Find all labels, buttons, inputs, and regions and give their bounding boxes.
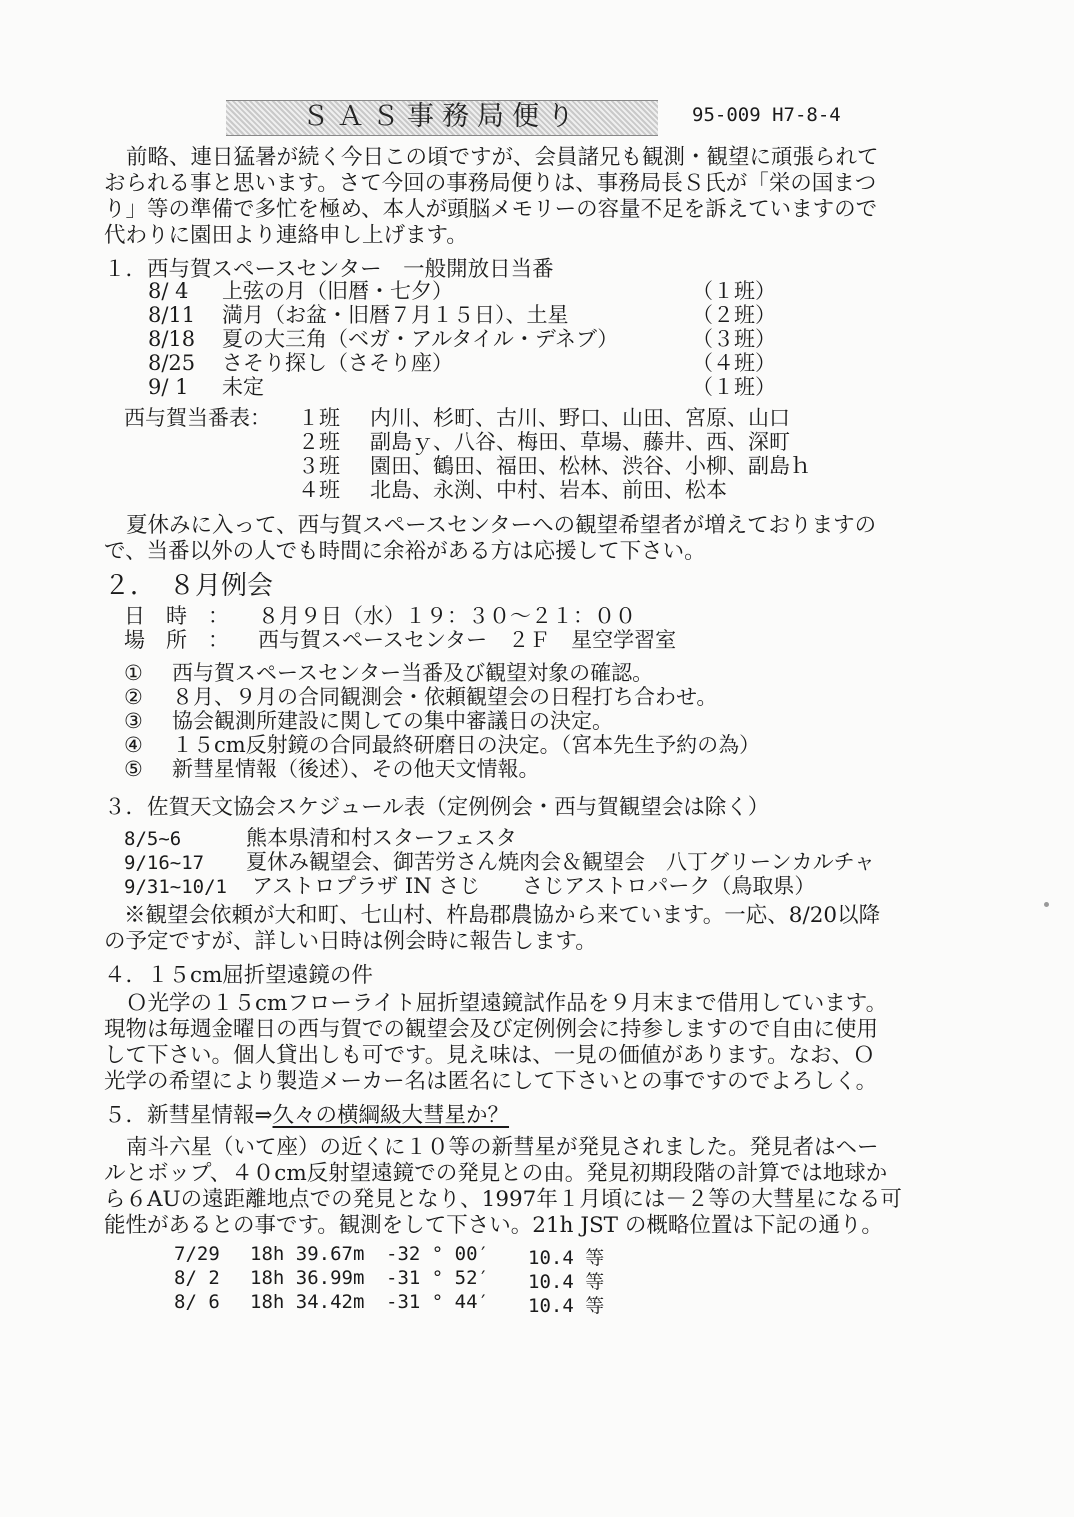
page-title: ＳＡＳ事務局便り [302, 101, 582, 132]
schedule-event: 満月（お盆・旧暦７月１５日）、土星 [222, 303, 569, 327]
event-text: アストロプラザ IN さじ さじアストロパーク（鳥取県） [252, 874, 816, 898]
ephemeris-date: 8/ 6 [174, 1291, 220, 1313]
section5-body: ら６AUの遠距離地点での発見となり、1997年１月頃には－２等の大彗星になる可 [104, 1187, 902, 1212]
document-number: 95-009 H7-8-4 [692, 104, 841, 126]
meeting-place-label: 場 所 ： [124, 628, 229, 652]
agenda-number: ③ [124, 709, 143, 733]
schedule-date: 8/ 4 [148, 279, 189, 303]
agenda-number: ⑤ [124, 757, 143, 781]
schedule-group: （１班） [692, 279, 776, 303]
section1-note: で、当番以外の人でも時間に余裕がある方は応援して下さい。 [104, 539, 706, 564]
section5-body: ルとボップ、４０cm反射望遠鏡での発見との由。発見初期段階の計算では地球か [104, 1161, 888, 1186]
paper-speck [1044, 902, 1049, 907]
section3-note: ※観望会依頼が大和町、七山村、杵島郡農協から来ています。一応、8/20以降 [124, 903, 881, 928]
section-heading: ２． ８月例会 [104, 571, 274, 601]
schedule-group: （２班） [692, 303, 776, 327]
section-heading: １．西与賀スペースセンター 一般開放日当番 [104, 257, 554, 282]
event-date: 9/31~10/1 [124, 876, 227, 898]
roster-group: ３班 [298, 454, 340, 478]
schedule-event: 未定 [222, 375, 264, 399]
schedule-date: 8/25 [148, 351, 196, 375]
section5-heading-emphasis: 久々の横綱級大彗星か？ [272, 1103, 510, 1128]
meeting-datetime: ８月９日（水）１９：３０～２１：００ [258, 604, 636, 628]
schedule-date: 8/11 [148, 303, 196, 327]
agenda-item: 協会観測所建設に関しての集中審議日の決定。 [172, 709, 613, 733]
roster-group: ４班 [298, 478, 340, 502]
ephemeris-dec: -31 ° 44′ [386, 1291, 489, 1313]
roster-members: 副島ｙ、八谷、梅田、草場、藤井、西、深町 [370, 430, 790, 454]
section-heading [104, 1102, 509, 1129]
section5-body: 南斗六星（いて座）の近くに１０等の新彗星が発見されました。発見者はヘー [126, 1135, 879, 1160]
agenda-item: 西与賀スペースセンター当番及び観望対象の確認。 [172, 661, 654, 685]
section3-note: の予定ですが、詳しい日時は例会時に報告します。 [104, 929, 597, 954]
intro-line: 代わりに園田より連絡申し上げます。 [104, 223, 468, 248]
event-date: 9/16~17 [124, 852, 205, 874]
ephemeris-mag: 10.4 等 [528, 1247, 605, 1269]
agenda-number: ② [124, 685, 143, 709]
ephemeris-dec: -31 ° 52′ [386, 1267, 489, 1289]
section5-body: 能性があるとの事です。観測をして下さい。21h JST の概略位置は下記の通り。 [104, 1213, 883, 1238]
section4-body: して下さい。個人貸出しも可です。見え味は、一見の価値があります。なお、Ｏ [104, 1043, 875, 1068]
roster-label: 西与賀当番表： [124, 406, 271, 430]
agenda-number: ① [124, 661, 143, 685]
agenda-item: １５cm反射鏡の合同最終研磨日の決定。（宮本先生予約の為） [172, 733, 761, 757]
section-heading: ４．１５cm屈折望遠鏡の件 [104, 963, 373, 988]
meeting-place: 西与賀スペースセンター ２Ｆ 星空学習室 [258, 628, 677, 652]
section4-body: 光学の希望により製造メーカー名は匿名にして下さいとの事ですのでよろしく。 [104, 1069, 878, 1094]
roster-members: 園田、鶴田、福田、松林、渋谷、小柳、副島ｈ [370, 454, 811, 478]
meeting-datetime-label: 日 時 ： [124, 604, 229, 628]
agenda-item: ８月、９月の合同観測会・依頼観望会の日程打ち合わせ。 [172, 685, 718, 709]
roster-group: ２班 [298, 430, 340, 454]
ephemeris-dec: -32 ° 00′ [386, 1243, 489, 1265]
section5-heading-prefix: ５．新彗星情報⇒ [104, 1103, 273, 1128]
intro-line: り」等の準備で多忙を極め、本人が頭脳メモリーの容量不足を訴えていますので [104, 197, 878, 222]
schedule-date: 8/18 [148, 327, 196, 351]
ephemeris-mag: 10.4 等 [528, 1295, 605, 1317]
ephemeris-ra: 18h 36.99m [250, 1267, 365, 1289]
schedule-group: （１班） [692, 375, 776, 399]
schedule-event: 上弦の月（旧暦・七夕） [222, 279, 453, 303]
event-date: 8/5~6 [124, 828, 182, 850]
agenda-number: ④ [124, 733, 143, 757]
event-text: 熊本県清和村スターフェスタ [246, 826, 517, 850]
schedule-event: さそり探し（さそり座） [222, 351, 453, 375]
ephemeris-ra: 18h 39.67m [250, 1243, 365, 1265]
section4-body: Ｏ光学の１５cmフローライト屈折望遠鏡試作品を９月末まで借用しています。 [126, 991, 888, 1016]
section4-body: 現物は毎週金曜日の西与賀での観望会及び定例例会に持参しますので自由に使用 [104, 1017, 879, 1042]
ephemeris-date: 7/29 [174, 1243, 220, 1265]
event-text: 夏休み観望会、御苦労さん焼肉会＆観望会 八丁グリーンカルチャ [246, 850, 875, 874]
roster-members: 北島、永渕、中村、岩本、前田、松本 [370, 478, 727, 502]
schedule-group: （３班） [692, 327, 776, 351]
schedule-event: 夏の大三角（ベガ・アルタイル・デネブ） [222, 327, 619, 351]
roster-members: 内川、杉町、古川、野口、山田、宮原、山口 [370, 406, 790, 430]
roster-group: １班 [298, 406, 340, 430]
ephemeris-mag: 10.4 等 [528, 1271, 605, 1293]
ephemeris-ra: 18h 34.42m [250, 1291, 365, 1313]
agenda-item: 新彗星情報（後述）、その他天文情報。 [172, 757, 540, 781]
section1-note: 夏休みに入って、西与賀スペースセンターへの観望希望者が増えておりますの [126, 513, 877, 538]
intro-line: おられる事と思います。さて今回の事務局便りは、事務局長Ｓ氏が「栄の国まつ [104, 171, 877, 196]
intro-line: 前略、連日猛暑が続く今日この頃ですが、会員諸兄も観測・観望に頑張られて [126, 145, 879, 170]
schedule-date: 9/ 1 [148, 375, 189, 399]
schedule-group: （４班） [692, 351, 776, 375]
ephemeris-date: 8/ 2 [174, 1267, 220, 1289]
section-heading: ３．佐賀天文協会スケジュール表（定例例会・西与賀観望会は除く） [104, 795, 770, 820]
